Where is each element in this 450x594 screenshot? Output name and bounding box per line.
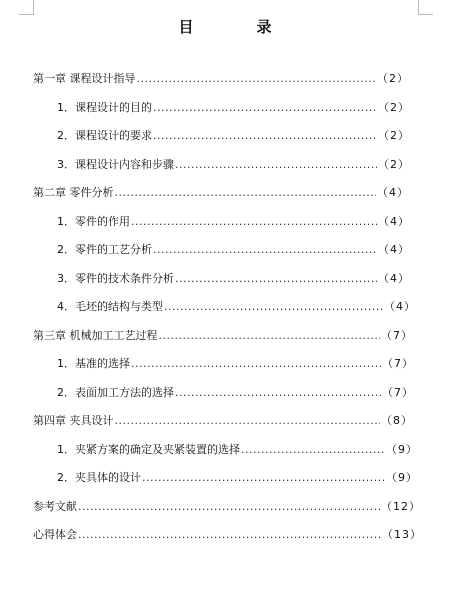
dot-leader (241, 442, 385, 458)
toc-entry-label: 2．夹具体的设计 (57, 471, 141, 484)
toc-entry-references[interactable] (33, 499, 421, 515)
dot-leader (175, 157, 377, 173)
toc-entry-page: （7） (382, 386, 414, 399)
toc-entry-label: 1．课程设计的目的 (57, 101, 152, 114)
toc-entry-label: 2．表面加工方法的选择 (57, 386, 174, 399)
dot-leader (78, 499, 380, 515)
dot-leader (115, 413, 381, 429)
dot-leader (142, 470, 385, 486)
toc-entry-label: 3．零件的技术条件分析 (57, 272, 174, 285)
dot-leader (159, 328, 381, 344)
toc-entry-page: （4） (384, 300, 416, 313)
toc-entry-4-1[interactable] (57, 442, 418, 458)
toc-entry-label: 1．夹紧方案的确定及夹紧装置的选择 (57, 443, 240, 456)
toc-entry-page: （2） (378, 158, 410, 171)
toc-entry-1-1[interactable] (57, 100, 410, 116)
dot-leader (175, 271, 377, 287)
toc-entry-3-2[interactable] (57, 385, 414, 401)
dot-leader (115, 185, 377, 201)
toc-entry-2-1[interactable] (57, 214, 410, 230)
toc-entry-3-1[interactable] (57, 356, 414, 372)
dot-leader (131, 356, 381, 372)
toc-entry-page: （4） (378, 215, 410, 228)
toc-entry-chapter-1[interactable] (33, 71, 409, 87)
toc-entry-page: （4） (378, 243, 410, 256)
toc-entry-label: 1．零件的作用 (57, 215, 130, 228)
toc-entry-page: （7） (382, 357, 414, 370)
dot-leader (78, 527, 381, 543)
toc-entry-label: 心得体会 (33, 528, 77, 541)
toc-entry-1-3[interactable] (57, 157, 410, 173)
crop-mark-top-right (418, 0, 433, 15)
toc-entry-1-2[interactable] (57, 128, 410, 144)
toc-entry-label: 第二章 零件分析 (33, 186, 114, 199)
toc-entry-label: 第四章 夹具设计 (33, 414, 114, 427)
toc-entry-label: 第一章 课程设计指导 (33, 72, 136, 85)
dot-leader (153, 128, 377, 144)
toc-entry-page: （13） (382, 528, 422, 541)
toc-entry-page: （9） (386, 471, 418, 484)
dot-leader (137, 71, 377, 87)
toc-entry-2-4[interactable] (57, 299, 416, 315)
toc-entry-chapter-2[interactable] (33, 185, 409, 201)
dot-leader (153, 242, 377, 258)
toc-entry-chapter-4[interactable] (33, 413, 413, 429)
toc-entry-page: （2） (378, 129, 410, 142)
toc-entry-label: 参考文献 (33, 500, 77, 513)
dot-leader (153, 100, 377, 116)
toc-entry-label: 1．基准的选择 (57, 357, 130, 370)
toc-entry-page: （12） (381, 500, 421, 513)
toc-entry-page: （2） (378, 101, 410, 114)
toc-entry-4-2[interactable] (57, 470, 418, 486)
dot-leader (131, 214, 377, 230)
toc-entry-label: 4．毛坯的结构与类型 (57, 300, 163, 313)
toc-entry-page: （2） (377, 72, 409, 85)
toc-entry-chapter-3[interactable] (33, 328, 413, 344)
toc-entry-page: （4） (377, 186, 409, 199)
toc-entry-label: 2．零件的工艺分析 (57, 243, 152, 256)
toc-entry-page: （7） (381, 329, 413, 342)
toc-entry-2-2[interactable] (57, 242, 410, 258)
toc-entry-page: （4） (378, 272, 410, 285)
crop-mark-top-left (19, 0, 34, 15)
toc-entry-label: 第三章 机械加工工艺过程 (33, 329, 158, 342)
toc-entry-page: （9） (386, 443, 418, 456)
toc-entry-2-3[interactable] (57, 271, 410, 287)
toc-entry-page: （8） (381, 414, 413, 427)
toc-entry-label: 2．课程设计的要求 (57, 129, 152, 142)
toc-entry-reflections[interactable] (33, 527, 422, 543)
toc-entry-label: 3．课程设计内容和步骤 (57, 158, 174, 171)
toc-title: 目 录 (178, 18, 296, 36)
dot-leader (175, 385, 381, 401)
dot-leader (164, 299, 383, 315)
